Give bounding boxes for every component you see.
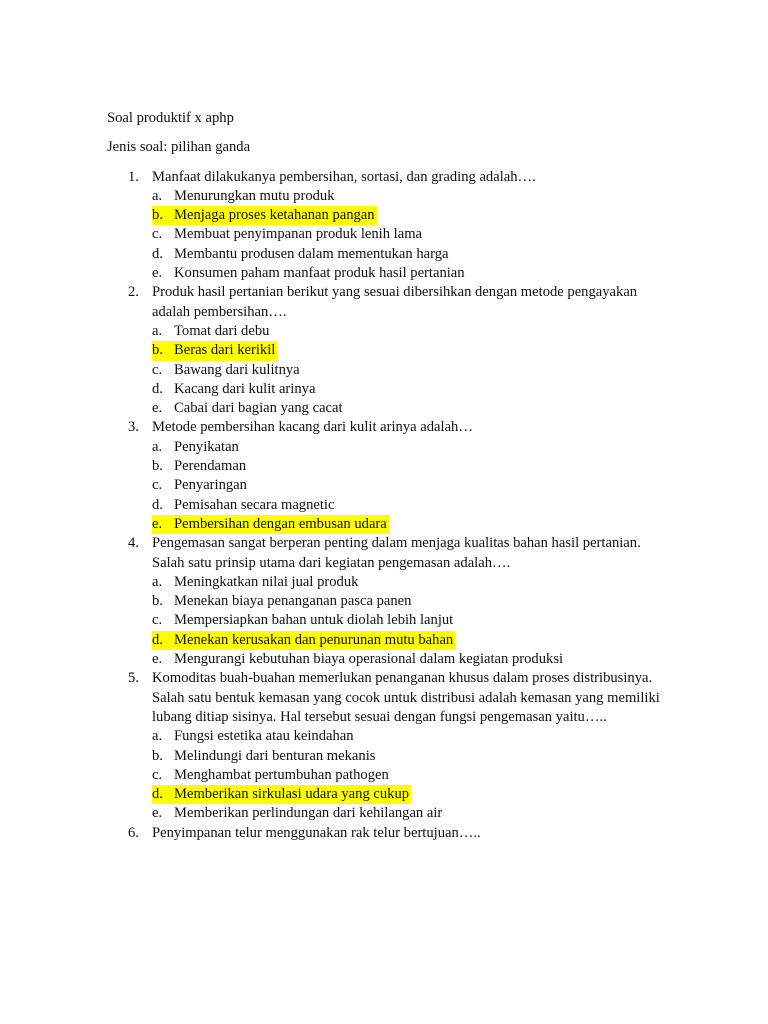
option-letter: c. <box>152 612 163 629</box>
highlighted-answer <box>152 785 411 804</box>
highlighted-answer <box>152 515 389 534</box>
answer-option <box>152 650 667 669</box>
option-letter: c. <box>152 766 163 783</box>
option-letter: b. <box>152 207 163 224</box>
option-text: Konsumen paham manfaat produk hasil pertanian <box>174 265 465 282</box>
option-text: Fungsi estetika atau keindahan <box>174 728 354 745</box>
option-content <box>152 361 300 380</box>
answer-option <box>152 727 667 746</box>
answer-option <box>152 341 667 360</box>
option-content <box>152 592 411 611</box>
question-item <box>107 418 667 534</box>
option-letter: c. <box>152 361 163 378</box>
option-text: Memberikan perlindungan dari kehilangan air <box>174 805 443 822</box>
option-letter: d. <box>152 245 163 262</box>
question-number: 2. <box>128 284 139 301</box>
answer-option <box>152 225 667 244</box>
answer-option <box>152 322 667 341</box>
option-text: Beras dari kerikil <box>174 342 276 359</box>
option-content <box>152 187 335 206</box>
option-content <box>152 438 239 457</box>
option-letter: e. <box>152 265 163 282</box>
question-type-label: Jenis soal: pilihan ganda <box>107 139 251 156</box>
option-list <box>152 322 667 418</box>
answer-option <box>152 611 667 630</box>
option-text: Cabai dari bagian yang cacat <box>174 400 343 417</box>
option-content <box>152 727 354 746</box>
option-letter: d. <box>152 786 163 803</box>
option-text: Kacang dari kulit arinya <box>174 380 316 397</box>
answer-option <box>152 361 667 380</box>
answer-option <box>152 515 667 534</box>
option-letter: d. <box>152 496 163 513</box>
option-text: Mengurangi kebutuhan biaya operasional dalam kegiatan produksi <box>174 651 564 668</box>
option-text: Menghambat pertumbuhan pathogen <box>174 766 389 783</box>
option-letter: b. <box>152 593 163 610</box>
question-text: Komoditas buah-buahan memerlukan penanganan khusus dalam proses distribusinya. Salah satu bentuk kemasan yang cocok untuk distribusi adalah kemasan yang memiliki lubang ditiap sisinya. Hal tersebut sesuai dengan fungsi pengemasan yaitu….. <box>152 670 660 725</box>
highlighted-answer <box>152 206 377 225</box>
option-text: Menjaga proses ketahanan pangan <box>174 207 375 224</box>
answer-option <box>152 631 667 650</box>
option-content <box>152 322 269 341</box>
question-item <box>107 168 667 284</box>
highlighted-answer <box>152 341 277 360</box>
answer-option <box>152 264 667 283</box>
option-content <box>152 380 315 399</box>
option-letter: e. <box>152 515 163 532</box>
answer-option <box>152 457 667 476</box>
question-text: Metode pembersihan kacang dari kulit arinya adalah… <box>152 419 473 436</box>
answer-option <box>152 245 667 264</box>
option-text: Menekan kerusakan dan penurunan mutu bahan <box>174 631 454 648</box>
option-content <box>152 611 453 630</box>
option-content <box>152 264 465 283</box>
option-text: Bawang dari kulitnya <box>174 361 300 378</box>
question-number: 6. <box>128 824 139 841</box>
option-letter: b. <box>152 342 163 359</box>
question-item <box>107 534 667 669</box>
option-text: Pembersihan dengan embusan udara <box>174 515 387 532</box>
answer-option <box>152 476 667 495</box>
question-text: Penyimpanan telur menggunakan rak telur bertujuan….. <box>152 824 481 841</box>
question-number: 5. <box>128 670 139 687</box>
document-page <box>107 109 667 843</box>
option-list <box>152 187 667 283</box>
answer-option <box>152 573 667 592</box>
option-letter: e. <box>152 651 163 668</box>
answer-option <box>152 187 667 206</box>
question-number: 4. <box>128 535 139 552</box>
option-letter: d. <box>152 631 163 648</box>
option-letter: a. <box>152 187 163 204</box>
option-content <box>152 225 422 244</box>
option-text: Mempersiapkan bahan untuk diolah lebih lanjut <box>174 612 454 629</box>
answer-option <box>152 380 667 399</box>
option-text: Meningkatkan nilai jual produk <box>174 573 359 590</box>
question-number: 3. <box>128 419 139 436</box>
option-content <box>152 650 563 669</box>
answer-option <box>152 804 667 823</box>
question-list <box>107 168 667 843</box>
question-item <box>107 669 667 823</box>
option-letter: a. <box>152 322 163 339</box>
option-content <box>152 457 246 476</box>
option-text: Penyikatan <box>174 438 239 455</box>
option-content <box>152 804 442 823</box>
question-item <box>107 283 667 418</box>
option-letter: a. <box>152 438 163 455</box>
option-list <box>152 727 667 823</box>
option-content <box>152 245 449 264</box>
option-letter: b. <box>152 458 163 475</box>
option-list <box>152 438 667 534</box>
option-letter: e. <box>152 805 163 822</box>
option-letter: b. <box>152 747 163 764</box>
option-text: Penyaringan <box>174 477 247 494</box>
option-content <box>152 747 375 766</box>
question-text: Produk hasil pertanian berikut yang sesuai dibersihkan dengan metode pengayakan adalah pembersihan…. <box>152 284 638 320</box>
option-letter: e. <box>152 400 163 417</box>
option-content <box>152 573 358 592</box>
option-list <box>152 573 667 669</box>
answer-option <box>152 496 667 515</box>
option-content <box>152 476 247 495</box>
option-content <box>152 496 334 515</box>
option-text: Perendaman <box>174 458 247 475</box>
option-letter: a. <box>152 728 163 745</box>
option-content <box>152 399 343 418</box>
highlighted-answer <box>152 631 455 650</box>
question-text: Pengemasan sangat berperan penting dalam menjaga kualitas bahan hasil pertanian. Salah satu prinsip utama dari kegiatan pengemasan adalah…. <box>152 535 641 571</box>
option-text: Membantu produsen dalam mementukan harga <box>174 245 449 262</box>
option-letter: a. <box>152 573 163 590</box>
option-text: Membuat penyimpanan produk lenih lama <box>174 226 423 243</box>
option-letter: c. <box>152 477 163 494</box>
option-text: Memberikan sirkulasi udara yang cukup <box>174 786 410 803</box>
question-number: 1. <box>128 168 139 185</box>
answer-option <box>152 747 667 766</box>
option-content <box>152 766 389 785</box>
question-text: Manfaat dilakukanya pembersihan, sortasi, dan grading adalah…. <box>152 168 536 185</box>
option-letter: c. <box>152 226 163 243</box>
option-text: Menekan biaya penanganan pasca panen <box>174 593 412 610</box>
answer-option <box>152 399 667 418</box>
answer-option <box>152 766 667 785</box>
option-text: Pemisahan secara magnetic <box>174 496 335 513</box>
option-text: Menurungkan mutu produk <box>174 187 335 204</box>
answer-option <box>152 206 667 225</box>
answer-option <box>152 785 667 804</box>
option-text: Melindungi dari benturan mekanis <box>174 747 376 764</box>
option-letter: d. <box>152 380 163 397</box>
answer-option <box>152 592 667 611</box>
option-text: Tomat dari debu <box>174 322 270 339</box>
document-title: Soal produktif x aphp <box>107 110 234 126</box>
answer-option <box>152 438 667 457</box>
question-item <box>107 824 667 843</box>
